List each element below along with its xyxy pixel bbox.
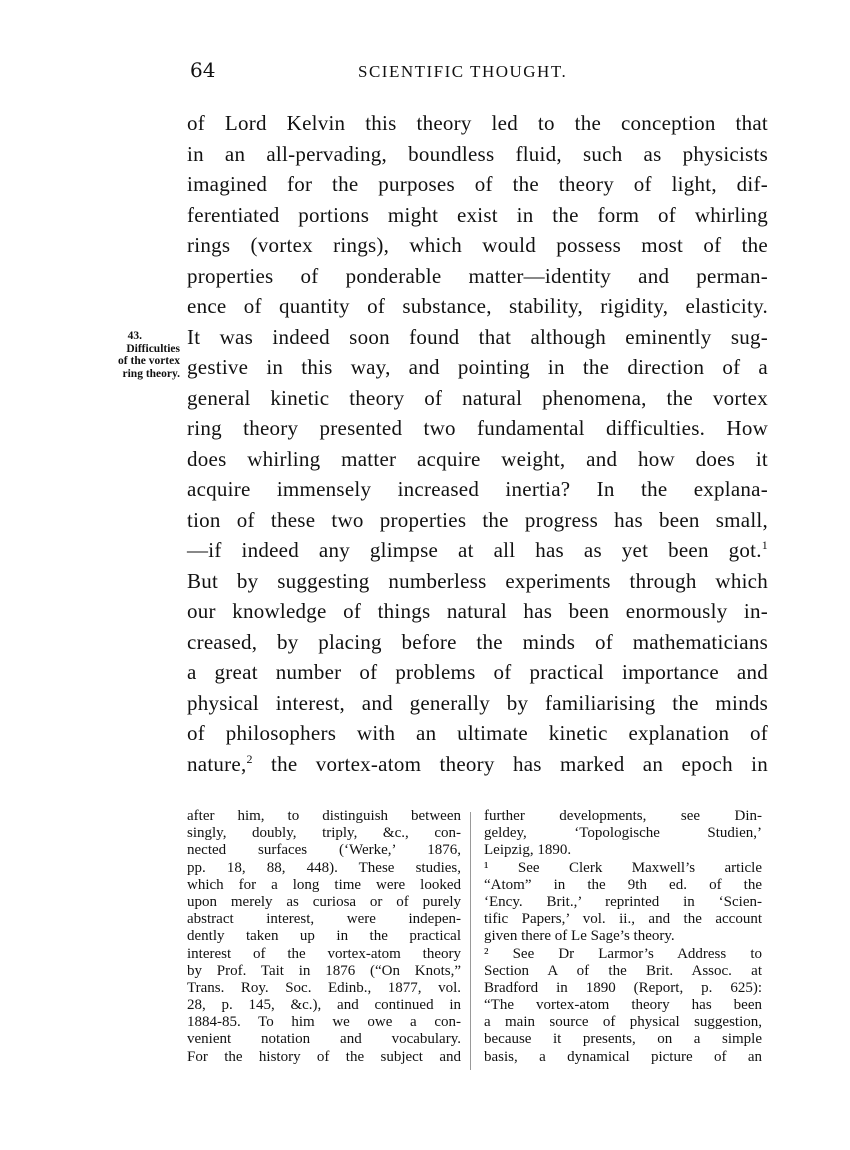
marginal-note-number: 43. — [127, 330, 142, 342]
footnote-line: Trans. Roy. Soc. Edinb., 1877, vol. — [187, 979, 461, 996]
body-line: imagined for the purposes of the theory of light, dif- — [187, 172, 768, 196]
footnote-line: abstract interest, were indepen- — [187, 911, 461, 928]
footnote-line: Bradford in 1890 (Report, p. 625): — [484, 979, 762, 996]
footnote-line: venient notation and vocabulary. — [187, 1031, 461, 1048]
marginal-note-line: of the vortex — [118, 355, 180, 367]
footnote-line: singly, doubly, triply, &c., con- — [187, 825, 461, 842]
footnote-line: by Prof. Tait in 1876 (“On Knots,” — [187, 962, 461, 979]
body-line: a great number of problems of practical importance and — [187, 660, 768, 684]
footnote-line: For the history of the subject and — [187, 1048, 461, 1065]
marginal-note-line: ring theory. — [122, 367, 180, 380]
body-line: ferentiated portions might exist in the form of whirling — [187, 202, 768, 227]
footnote-line: pp. 18, 88, 448). These studies, — [187, 859, 461, 876]
footnote-line: further developments, see Din- — [484, 808, 762, 824]
running-head — [190, 58, 770, 86]
body-line: properties of ponderable matter—identity and perman- — [187, 263, 768, 288]
footnote-line: geldey, ‘Topologische Studien,’ — [484, 825, 762, 842]
marginal-note — [88, 330, 180, 380]
body-line: of Lord Kelvin this theory led to the conception that — [187, 111, 768, 135]
footnote-line: Leipzig, 1890. — [484, 842, 572, 859]
footnote-line: upon merely as curiosa or of purely — [187, 893, 461, 910]
body-line-with-ref — [187, 535, 768, 566]
body-line: It was indeed soon found that although eminently sug- — [187, 324, 768, 349]
body-line: in an all-pervading, boundless fluid, such as physicists — [187, 141, 768, 166]
body-line: does whirling matter acquire weight, and how does it — [187, 446, 768, 471]
body-line: gestive in this way, and pointing in the direction of a — [187, 355, 768, 379]
body-line: ring theory presented two fundamental difficulties. How — [187, 416, 768, 440]
body-line-text: —if indeed any glimpse at all has as yet been got. — [187, 538, 762, 562]
footnote-line: dently taken up in the practical — [187, 928, 461, 945]
body-line: our knowledge of things natural has been enormously in- — [187, 599, 768, 623]
footnote-column-left — [187, 808, 461, 1066]
page-number: 64 — [190, 58, 216, 82]
body-line-text: the vortex-atom theory has marked an epoch in — [252, 751, 768, 776]
footnote-line: ¹ See Clerk Maxwell’s article — [484, 859, 762, 876]
body-line: physical interest, and generally by familiarising the minds — [187, 690, 768, 715]
footnote-line: because it presents, on a simple — [484, 1031, 762, 1048]
footnote-line: which for a long time were looked — [187, 876, 461, 893]
body-line: of philosophers with an ultimate kinetic explanation of — [187, 721, 768, 745]
body-line: acquire immensely increased inertia? In the explana- — [187, 477, 768, 501]
body-line-with-ref — [187, 749, 768, 780]
footnote-line: ‘Ency. Brit.,’ reprinted in ‘Scien- — [484, 893, 762, 910]
body-line: tion of these two properties the progress has been small, — [187, 507, 768, 532]
footnote-line: ² See Dr Larmor’s Address to — [484, 945, 762, 962]
footnote-line: 1884-85. To him we owe a con- — [187, 1014, 461, 1031]
footnote-line: 28, p. 145, &c.), and continued in — [187, 997, 461, 1014]
marginal-note-line: Difficulties — [126, 342, 180, 355]
body-line-text: nature, — [187, 751, 247, 776]
body-line: rings (vortex rings), which would possess most of the — [187, 233, 768, 257]
footnote-line: “Atom” in the 9th ed. of the — [484, 876, 762, 893]
footnote-line: a main source of physical suggestion, — [484, 1014, 762, 1031]
footnote-line: after him, to distinguish between — [187, 808, 461, 824]
footnote-line: Section A of the Brit. Assoc. at — [484, 962, 762, 979]
column-divider — [470, 812, 471, 1070]
body-line: creased, by placing before the minds of mathematicians — [187, 629, 768, 654]
footnote-line: nected surfaces (‘Werke,’ 1876, — [187, 842, 461, 859]
body-text — [187, 108, 768, 779]
body-line: But by suggesting numberless experiments through which — [187, 568, 768, 593]
footnote-ref: 2 — [246, 751, 253, 766]
body-line: ence of quantity of substance, stability, rigidity, elasticity. — [187, 294, 768, 318]
footnote-line: tific Papers,’ vol. ii., and the account — [484, 911, 762, 928]
footnote-line: basis, a dynamical picture of an — [484, 1048, 762, 1065]
footnote-line: given there of Le Sage’s theory. — [484, 928, 675, 945]
running-title: SCIENTIFIC THOUGHT. — [358, 62, 568, 81]
footnote-column-right — [484, 808, 762, 1066]
footnote-ref: 1 — [761, 538, 768, 552]
footnote-line: interest of the vortex-atom theory — [187, 945, 461, 962]
footnote-line: “The vortex-atom theory has been — [484, 997, 762, 1014]
body-line: general kinetic theory of natural phenomena, the vortex — [187, 385, 768, 410]
